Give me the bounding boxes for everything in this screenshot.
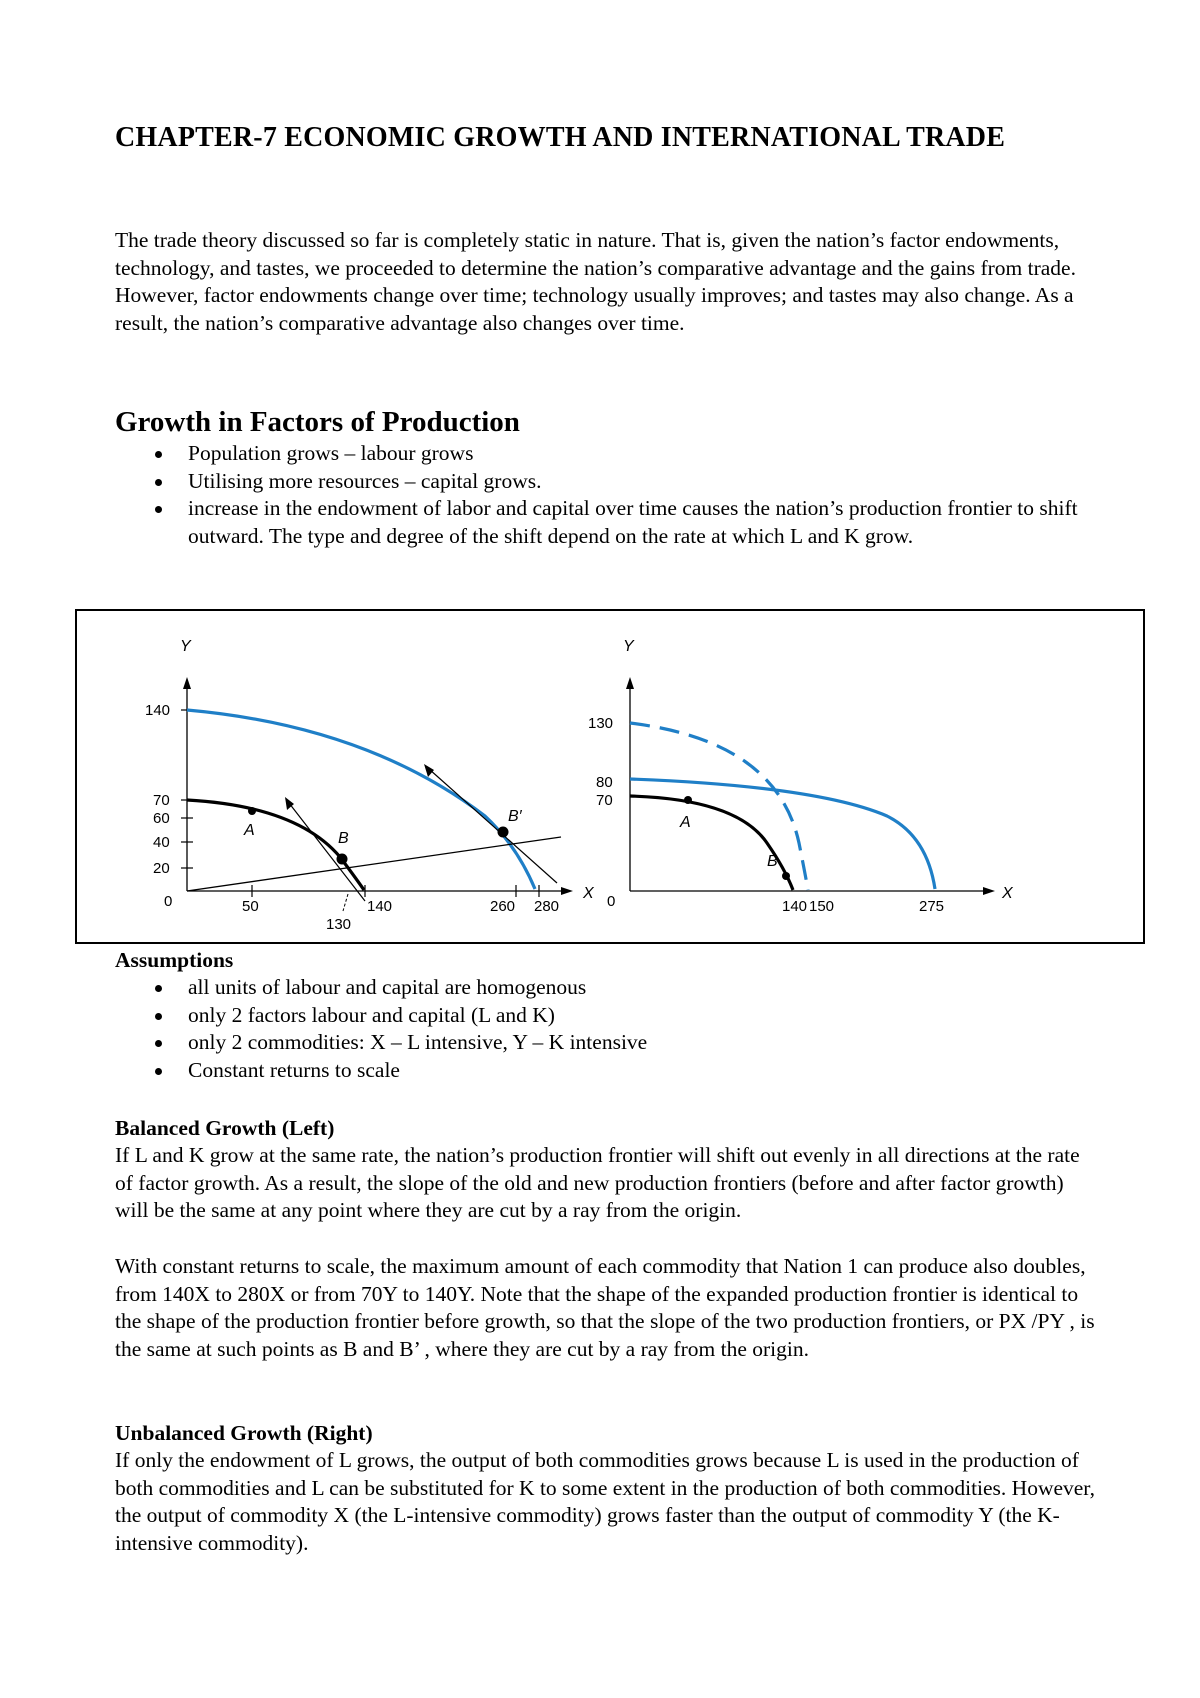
left-y-tick-label: 70 [153, 792, 170, 809]
left-new-frontier [187, 710, 535, 889]
right-point-label: B [767, 853, 778, 870]
bullet-icon [155, 479, 162, 486]
list-item: Constant returns to scale [115, 1057, 1100, 1085]
chapter-title: CHAPTER-7 ECONOMIC GROWTH AND INTERNATIONAL TRADE [115, 122, 1006, 153]
left-y-arrow-icon [183, 677, 191, 689]
left-ray-from-origin [187, 837, 561, 891]
left-x-tick-label: 260 [490, 898, 516, 915]
list-item: Utilising more resources – capital grows. [115, 468, 1100, 496]
right-point-b [782, 872, 790, 880]
assumptions-bullet-list [115, 974, 1100, 1084]
section-heading-growth: Growth in Factors of Production [115, 406, 520, 438]
left-x-tick-label-below: 130 [326, 916, 352, 933]
balanced-growth-heading: Balanced Growth (Left) [115, 1116, 335, 1140]
left-y-tick-label: 60 [153, 810, 170, 827]
left-point-bprime [498, 827, 509, 838]
right-new-frontier [630, 779, 935, 889]
left-point-label: A [244, 822, 255, 839]
left-x-tick-label: 50 [242, 898, 259, 915]
left-tangent-bprime-arrow-icon [424, 764, 434, 777]
right-chart [588, 638, 1014, 915]
unbalanced-growth-heading: Unbalanced Growth (Right) [115, 1421, 373, 1445]
bullet-icon [155, 985, 162, 992]
right-x-tick-label: 150 [809, 898, 835, 915]
right-y-arrow-icon [626, 677, 634, 689]
right-origin-label: 0 [607, 893, 616, 910]
left-chart [145, 638, 595, 933]
left-point-b [337, 854, 348, 865]
bullet-icon [155, 1013, 162, 1020]
assumptions-heading: Assumptions [115, 948, 234, 972]
left-x-label: X [583, 885, 594, 902]
right-y-tick-label: 70 [596, 792, 613, 809]
bullet-icon [155, 1040, 162, 1047]
left-tangent-bprime [429, 769, 557, 883]
left-x-tick-130-leader [343, 894, 348, 911]
left-point-label: B′ [508, 808, 522, 825]
list-item: only 2 commodities: X – L intensive, Y – K intensive [115, 1029, 1100, 1057]
list-item: Population grows – labour grows [115, 440, 1100, 468]
left-x-tick-label: 280 [534, 898, 560, 915]
left-x-arrow-icon [561, 887, 573, 895]
intro-paragraph: The trade theory discussed so far is completely static in nature. That is, given the nation’s factor endowments, technology, and tastes, we proceeded to determine the nation’s comparative advantage and the gains from trade. However, factor endowments change over time; technology usually improves; and tastes may also change. As a result, the nation’s comparative advantage also changes over time. [115, 228, 1076, 335]
list-item: all units of labour and capital are homogenous [115, 974, 1100, 1002]
figure-svg [77, 611, 1143, 942]
left-tangent-b [289, 803, 365, 901]
right-point-label: A [680, 814, 691, 831]
growth-bullet-list [115, 440, 1100, 550]
left-point-a [248, 807, 256, 815]
left-y-tick-label: 20 [153, 860, 170, 877]
left-y-tick-label: 40 [153, 834, 170, 851]
right-x-tick-label: 140 [782, 898, 808, 915]
bullet-icon [155, 1068, 162, 1075]
figure-production-frontiers [75, 609, 1145, 944]
right-y-tick-label: 80 [596, 774, 613, 791]
list-item: only 2 factors labour and capital (L and K) [115, 1002, 1100, 1030]
right-point-a [684, 796, 692, 804]
unbalanced-growth-paragraph: If only the endowment of L grows, the output of both commodities grows because L is used in the production of both commodities and L can be substituted for K to some extent in the production of both commodities. However, the output of commodity X (the L-intensive commodity) grows faster than the output of commodity Y (the K-intensive commodity). [115, 1448, 1095, 1555]
right-old-frontier [630, 796, 793, 890]
right-x-tick-label: 275 [919, 898, 945, 915]
list-item: increase in the endowment of labor and capital over time causes the nation’s production frontier to shift outward. The type and degree of the shift depend on the rate at which L and K grow. [115, 495, 1100, 550]
left-x-tick-label: 140 [367, 898, 393, 915]
balanced-growth-paragraph-2: With constant returns to scale, the maximum amount of each commodity that Nation 1 can produce also doubles, from 140X to 280X or from 70Y to 140Y. Note that the shape of the expanded production frontier is identical to the shape of the production frontier before growth, so that the slope of the two production frontiers, or PX /PY , is the same at such points as B and B’ , where they are cut by a ray from the origin. [115, 1254, 1095, 1361]
bullet-icon [155, 451, 162, 458]
left-y-tick-label: 140 [145, 702, 171, 719]
right-y-tick-label: 130 [588, 715, 614, 732]
left-origin-label: 0 [164, 893, 173, 910]
left-y-label: Y [180, 638, 191, 655]
left-point-label: B [338, 830, 349, 847]
balanced-growth-paragraph-1: If L and K grow at the same rate, the nation’s production frontier will shift out evenly in all directions at the rate of factor growth. As a result, the slope of the old and new production frontiers (before and after factor growth) will be the same at any point where they are cut by a ray from the origin. [115, 1143, 1080, 1223]
right-x-arrow-icon [983, 887, 995, 895]
right-y-label: Y [623, 638, 634, 655]
right-x-label: X [1002, 885, 1013, 902]
bullet-icon [155, 506, 162, 513]
